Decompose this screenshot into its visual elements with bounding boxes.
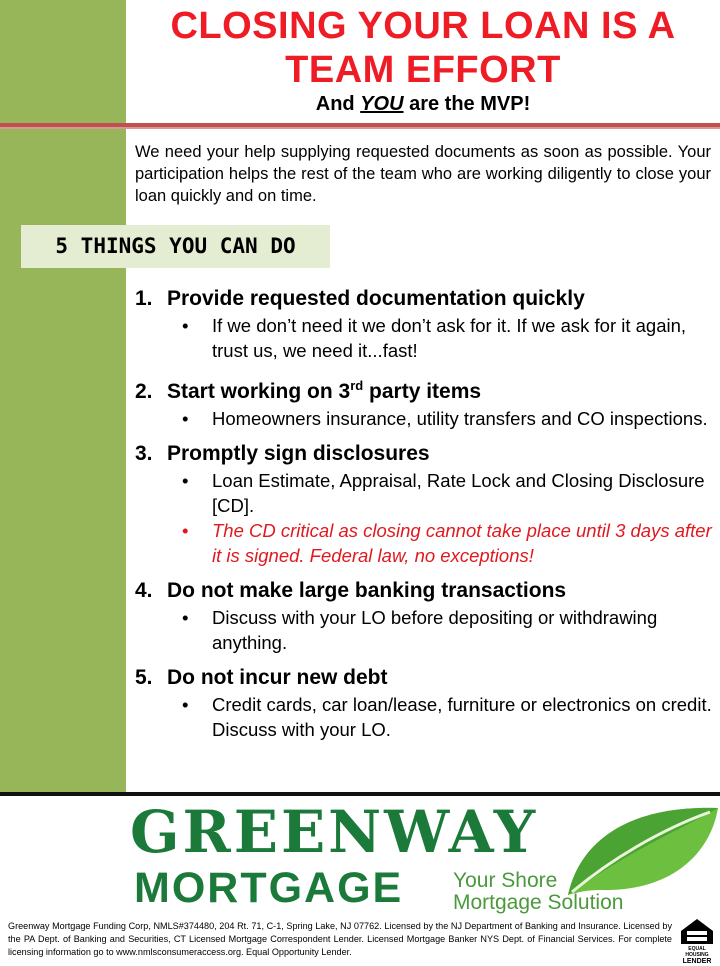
left-green-sidebar	[0, 0, 126, 792]
item-title-post: party items	[363, 380, 482, 403]
bullet-text: Homeowners insurance, utility transfers and CO inspections.	[212, 408, 708, 429]
bullet-text: Loan Estimate, Appraisal, Rate Lock and Closing Disclosure [CD].	[212, 470, 705, 516]
bullet-text: Discuss with your LO before depositing or withdrawing anything.	[212, 607, 658, 653]
bullet-text: The CD critical as closing cannot take place until 3 days after it is signed. Federal law, no exceptions!	[212, 520, 712, 566]
intro-paragraph: We need your help supplying requested documents as soon as possible. Your participation helps the rest of the team who are working diligently to close your loan quickly and on time.	[135, 143, 711, 205]
title-line-2: TEAM EFFORT	[285, 49, 561, 91]
item-number: 3.	[135, 442, 153, 465]
bullet-text: If we don’t need it we don’t ask for it. If we ask for it again, trust us, we need it...fast!	[212, 315, 687, 361]
item-heading	[135, 285, 715, 313]
subtitle-pre: And	[315, 93, 361, 115]
bullet-dot: •	[182, 315, 189, 336]
bullet-dot: •	[182, 607, 189, 628]
list-item	[135, 440, 715, 568]
logo-mortgage-text: MORTGAGE	[134, 864, 404, 912]
item-title-pre: Start working on 3	[167, 380, 351, 403]
things-heading: 5 THINGS YOU CAN DO	[21, 225, 330, 268]
ehl-line-2: LENDER	[682, 958, 712, 965]
item-bullet	[135, 692, 715, 742]
tagline-line-1: Your Shore	[453, 869, 558, 892]
item-number: 2.	[135, 380, 153, 403]
bullet-dot: •	[182, 408, 189, 429]
item-title-sup: rd	[350, 378, 364, 393]
list-item	[135, 664, 715, 742]
footer-divider	[0, 792, 720, 796]
item-bullet	[135, 468, 715, 518]
page-subtitle	[126, 93, 720, 116]
item-heading	[135, 440, 715, 468]
header-divider-shadow	[0, 127, 720, 129]
ehl-line-1: EQUAL HOUSING	[685, 946, 709, 958]
item-bullet	[135, 313, 715, 363]
item-title: Promptly sign disclosures	[167, 442, 430, 465]
item-heading	[135, 664, 715, 692]
bullet-dot: •	[182, 520, 189, 541]
list-item	[135, 372, 715, 431]
title-line-1: CLOSING YOUR LOAN IS A	[170, 5, 676, 47]
logo-tagline	[453, 870, 623, 914]
legal-disclaimer: Greenway Mortgage Funding Corp, NMLS#374480, 204 Rt. 71, C-1, Spring Lake, NJ 07762. Licensed by the NJ Department of Banking and Insurance. Licensed by the PA Dept. of Banking and Securities, CT Licensed Mortgage Correspondent Lender. Licensed Mortgage Banker NYS Dept. of Financial Services. For complete licensing information go to www.nmlsconsumeraccess.org. Equal Opportunity Lender.	[8, 921, 672, 957]
item-title: Do not incur new debt	[167, 666, 388, 689]
item-bullet-warning	[135, 518, 715, 568]
item-title: Provide requested documentation quickly	[167, 287, 585, 310]
subtitle-you: YOU	[360, 93, 404, 115]
item-number: 1.	[135, 287, 153, 310]
list-item	[135, 285, 715, 363]
item-bullet	[135, 406, 715, 431]
item-heading	[135, 372, 715, 406]
page-title	[126, 4, 720, 92]
bullet-dot: •	[182, 470, 189, 491]
bullet-dot: •	[182, 694, 189, 715]
logo-greenway-text: GREENWAY	[130, 798, 539, 866]
things-list	[135, 285, 715, 751]
list-item	[135, 577, 715, 655]
ehl-label	[676, 946, 718, 966]
tagline-line-2: Mortgage Solution	[453, 891, 624, 914]
subtitle-post: are the MVP!	[403, 93, 531, 115]
bullet-text: Credit cards, car loan/lease, furniture or electronics on credit. Discuss with your LO.	[212, 694, 712, 740]
item-heading	[135, 577, 715, 605]
item-number: 5.	[135, 666, 153, 689]
item-number: 4.	[135, 579, 153, 602]
item-title: Do not make large banking transactions	[167, 579, 567, 602]
item-bullet	[135, 605, 715, 655]
